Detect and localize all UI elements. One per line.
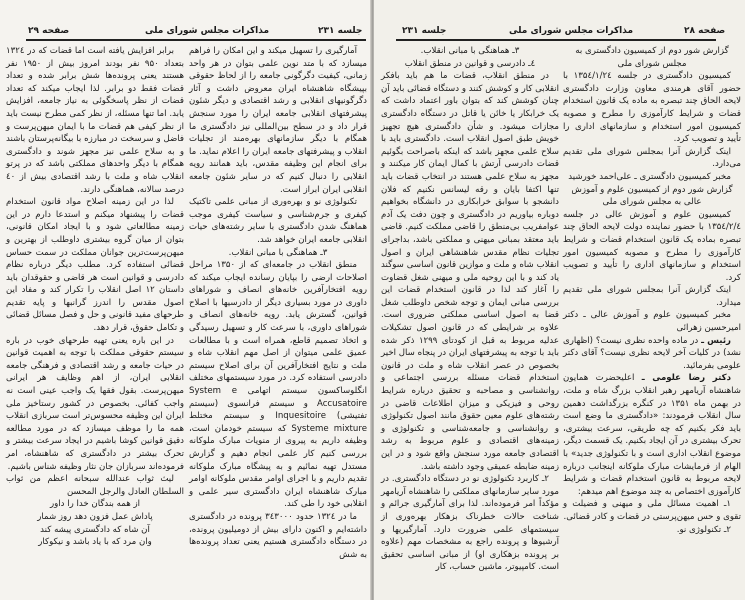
page-header bbox=[374, 26, 745, 38]
paragraph: ۲ـ کاربرد تکنولوژی نو در دستگاه دادگستری. در مورد سایر سازمانهای مملکتی را شاهنشاه آریامهر مؤکداً امر فرموده‌اند. لذا برای آمارگیری جرائم و شناخت حالات خطرناک بزهکار بهره‌وری از سیستمهای علمی ضرورت دارد. آمارگیریها و آرشیوها و پرونده راجع به مشخصات مهم (علاوه بر پرونده بزهکاری او) از مبانی اساسی تحقیق است. کامپیوتر، ماشین حساب، کار bbox=[381, 474, 559, 573]
report-heading: گزارش شور دوم از کمیسیون علوم و آموزش عالی به مجلس شورای ملی bbox=[571, 184, 733, 208]
session-number: جلسه ۲۳۱ bbox=[402, 26, 447, 36]
paragraph: لذا در این زمینه اصلاح مواد قانون استخدام قضات را پیشنهاد میکنم و استدعا دارم در این زمینه مطالعاتی شود و با ایجاد امکان قانونی، بتوان از میان گروه بیشتری داوطلب از بهترین و میهن‌پرست‌ترین جوانان مملکت در سمت حساس قضائی استفاده کرد. مطلب دیگر درباره نظام دادرسی و قوانین است هر قاضی و حقوقدان باید داستان ۱۲ اصل انقلاب را تکرار کند و مفاد این اصول مقدس را اندرز گرانبها و پایه تقدیم طرحهای مفید قانونی و حل و فصل مسائل قضائی و تکامل حقوق، قرار دهد. bbox=[6, 197, 184, 334]
paragraph: آمارگیری را تسهیل میکند و این امکان را فراهم میسازد که با متد نوین علمی بتوان در هر واحد زمانی، کیفیت دگرگونی جامعه را از لحاظ حقوقی بپیشگاه شاهنشاه ایران معروض داشت و آثار دگرگونیهای انقلابی و رشد اقتصادی و دیگر شئون پیشرفتهای انقلابی جامعه ایران را مورد سنجش قرار داد و در سطح بین‌المللی نیز دادگستری ما همگام با دیگر سازمانهای بهره‌مند از تجلیات انقلاب و پیشرفتهای جامعه ایران را اعلام نماید. ما برای انجام این وظیفه مقدس، باید همانند رویه انقلابی را دنبال کنیم که در سایر شئون جامعه انقلابی ایران ابراز است. bbox=[189, 46, 367, 195]
paragraph: اینک گزارش آنرا بمجلس شورای ملی تقدیم میدارد. bbox=[563, 285, 741, 308]
list-item: ۲ـ تکنولوژی نو. bbox=[676, 524, 731, 535]
page-number: صفحه ۲۸ bbox=[684, 26, 726, 36]
column-right bbox=[563, 45, 741, 536]
page-number: صفحه ۲۹ bbox=[28, 26, 70, 36]
speech-text: اعلیحضرت همایون شاهنشاه آریامهر رهبر انقلاب بزرگ شاه و ملت، در بهمن ماه ۱۳۵۱ در کنگره بزرگداشت دهمین سال انقلاب فرمودند: «دادگستری ما وضع است باید فکر بکنیم که چه طریقی، سرعت بیشتری، تحرک بیشتری در آن ایجاد بکنیم. یک قسمت دیگر، موضوع انقلاب اداری است و با تکنولوژی جدید» با الهام از فرمایشات مبارک ملوکانه اینجانب درباره لایحه مربوط به قانون استخدام قضات و شرایط کارآموزی اختصاص به چند موضوع اهم میدهم: bbox=[563, 373, 742, 497]
column-left bbox=[6, 45, 184, 549]
report-heading: گزارش شور دوم از کمیسیون دادگستری به مجلس شورای ملی bbox=[575, 46, 729, 69]
poem-line: وان مرد که با یاد باشد و نیکوکار bbox=[38, 537, 152, 548]
column-left bbox=[381, 45, 559, 574]
page-header bbox=[0, 26, 372, 38]
page-28 bbox=[374, 0, 745, 600]
section-heading: ۳ـ هماهنگی با مبانی انقلاب. bbox=[228, 247, 328, 258]
paragraph: در این باره یعنی تهیه طرحهای خوب در باره سیستم حقوقی مملکت با توجه به اهمیت قوانین در حیات جامعه و رشد اقتصادی و فرهنگی جامعه انقلابی ایران، از اهم وظایف هر ایرانی میهن‌پرست. بقول فقها یک واجب عینی است نه واجب کفائی. بخصوص در کشور رستاخیز ملی ایران این وظیفه محسوس‌تر است سربازی انقلاب همه ما را موظف میسازد که در مورد مطالعه دقیق قوانین کوشا باشیم در ایجاد سرعت بیشتر و تحرک بیشتر در دادگستری که شاهنشاه، امر فرموده‌اند سربازان جان نثار وظیفه شناس باشیم. bbox=[6, 335, 184, 472]
session-number: جلسه ۲۳۱ bbox=[318, 26, 363, 36]
list-item: ۳ـ هماهنگی با مبانی انقلاب. bbox=[420, 46, 520, 56]
speech bbox=[563, 372, 741, 498]
paragraph: کمیسیون علوم و آموزش عالی در جلسه ۱۳۵٤/۲/٤ با حضور نماینده دولت لایحه الحاق چند تبصره بماده یک قانون استخدام قضات و شرایط کارآموزی را مطرح و مصوبه کمیسیون امور استخدام و سازمانهای اداری را تأیید و تصویب کرد. bbox=[563, 209, 741, 283]
speaker-name: رئیس ـ bbox=[701, 335, 731, 346]
running-title: مذاکرات مجلس شورای ملی bbox=[509, 26, 634, 36]
speaker-name: دکتر رضا علومی ـ bbox=[641, 373, 731, 384]
speech bbox=[563, 335, 741, 373]
paragraph: تکنولوژی نو و بهره‌وری از مبانی علمی تاکتیک کیفری و جرم‌شناسی و سیاست کیفری موجب هماهنگ شدن دادگستری با سایر رشته‌های حیات انقلابی جامعه ایران خواهد شد. bbox=[189, 197, 367, 245]
paragraph: کمیسیون دادگستری در جلسه ۱۳۵٤/۱/۲٤ با حضور آقای هرمندی معاون وزارت دادگستری لایحه الحاق چند تبصره به ماده یک قانون استخدام قضات و شرایط کارآموزی را مطرح و مصوبه کمیسیون امور استخدام و سازمانهای اداری را تأیید و تصویب کرد. bbox=[563, 71, 741, 145]
speech-text: در ماده واحده نظری نیست؟ (اظهاری نشد) در کلیات آخر لایحه نظری نیست؟ آقای دکتر علومی بفرمائید. bbox=[563, 335, 741, 371]
column-right bbox=[189, 45, 367, 561]
paragraph: منطق انقلاب در جامعه‌ای که از ۱۳۵۰ مراحل اصلاحات ارضی را بپایان رسانده ایجاب میکند که رویه افتخارآفرین خانه‌های انصاف و شوراهای داوری در مورد بسیاری دیگر از دادرسیها با اصلاح قوانین، گسترش یابد. رویه خانه‌های انصاف و شوراهای داوری، با سرعت کار و تسهیل رسیدگی و اتخاذ تصمیم قاطع، همراه است و با مطالعات عمیق علمی میتوان از اصل مهم انقلاب شاه و ملت و نتایج افتخارآفرین آن برای اصلاح سیستم دادرسی استفاده کرد. در مورد سیستمهای مختلف انگلوساکسون سیستم اتهامی System e Accusatoire و سیستم فرانسوی (سیستم تفتیشی) Inquesitoire و سیستم مختلط Systeme mixture که سیستم خودمان است، وظیفه داریم به پیروی از منویات مبارک ملوکانه بررسی کنیم کار علمی انجام دهیم و گزارش مستدل تهیه نمائیم و به پیشگاه مبارک ملوکانه تقدیم داریم و با اجرای اوامر مقدس ملوکانه اوامر مبارک شاهنشاه ایران دادگستری سیر علمی و انقلابی خود را طی کند. bbox=[189, 260, 367, 510]
header-rule bbox=[396, 39, 716, 41]
poem-line: پاداش عمل فزون دهد روز شمار bbox=[37, 511, 153, 522]
page-29 bbox=[0, 0, 372, 600]
header-rule bbox=[26, 39, 366, 41]
list-item: ۱ـ اهمیت مسائل ملی و میهنی و فضیلت و تقوی و حس میهن‌پرستی در قضات و کادر قضائی. bbox=[563, 499, 741, 522]
paragraph: در منطق انقلاب، قضات ما هم باید بافکر انقلابی کار و کوشش کنند و دستگاه قضائی باید آن چنان کوشش کند که بتوان باور اعتماد داشت که یک خرابکار یا خائن یا قاتل در دستگاه دادگستری مجازات میشود. و شأن دادگستری هیچ تجهیز خویش طبق اصول انقلاب است. دادگستری باید با سلاح علمی مجهز باشد که اینکه باصراحت بگوئیم قضات دادرسی آرتش با کمال ایمان کار میکنند و مجهز به سلاح علمی هستند در انتخاب قضات باید تنها اکتفا بایان و رقه لیسانس نکنیم که فلان دانشجو با سوابق خرابکاری در دانشگاه بخواهیم دوباره بیاوریم در دادگستری و چون دفت یک آدم عوامفریب بی‌منطق را قاضی مملکت کنیم. قاضی باید معتقد بمبانی میهنی و مملکتی باشد، بداجرای تجلیات نظام مقدس شاهنشاهی ایران و اصول انقلاب شاه و ملت و موازین قانون اساسی سوگند یاد کند و با این روحیه ملی و میهنی شغل قضاوت را آغاز کند لذا در قانون استخدام قضات این بررسی مبانی ایمان و توجه شخص داوطلب شغل قضا به اصول اساسی مملکتی ضروری است. علاوه بر شرایطی که در قانون اصول تشکیلات عدلیه مربوط به قبل از کودتای ۱۲۹۹ ذکر شده باید با توجه به پیشرفتهای ایران در پنجاه سال اخیر بخصوص در عصر انقلاب شاه و ملت در قانون استخدام قضات مسئله بررسی اجتماعی و روانشناسی و مصاحبه و تحقیق درباره شرایط روحی و فیزیکی و میزان اطلاعات قاضی در رشته‌های علوم معین حقوق مانند اصول تکنولوژی و روانشناسی و جامعه‌شناسی و تکنولوژی و زمینه‌های اقتصادی و علوم مربوط به رشد اقتصادی جامعه مورد سنجش واقع شود و در این زمینه ضابطه عمیقی وجود داشته باشد. bbox=[381, 71, 559, 472]
quotation: لیث ثواب عندالله سبحانه اعظم من ثواب السلطان العادل والرجل المحسن bbox=[6, 474, 184, 497]
paragraph: ما در ۱۳۲٤ حدود ۳٤۳۰۰۰ پرونده در دادگستری داشته‌ایم و اکنون دارای بیش از دومیلیون پرونده، در دستگاه دادگستری هستیم یعنی تعداد پرونده‌ها به شش bbox=[189, 511, 367, 560]
paragraph: برابر افزایش یافته است اما قضات که در ۱۳۲٤ بتعداد ۹۵۰ نفر بودند امروز بیش از ۱۹۵۰ نفر هستند یعنی پرونده‌ها شش برابر شده و تعداد قضات فقط دو برابر. لذا ایجاب میکند که تعداد قضات از نظر پاسخگوئی به نیاز جامعه، افزایش یابد. اما تنها مسئله، از نظر کمی مطرح نیست باید از نظر کیفی هم قضات ما با ایمان میهن‌پرست و فاضل و سرسخت در مبارزه با بیگانه‌پرستان باشند و به سلاح علمی نیز مجهز شوند و دادگستری همگام با دیگر واحدهای مملکتی باشد که در پرتو انقلاب شاه و ملت با رشد اقتصادی بیش از ٤۰ درصد سالانه، هماهنگی دارند. bbox=[6, 46, 184, 195]
poem-line: از همه بندگان خدا را داور bbox=[49, 499, 141, 510]
paragraph: اینک گزارش آنرا بمجلس شورای ملی تقدیم می‌دارد. bbox=[563, 146, 741, 170]
list-item: ٤ـ دادرسی و قوانین در منطق انقلاب bbox=[404, 58, 536, 69]
signature: مخبر کمیسیون دادگستری ـ علی‌احمد خورشید bbox=[568, 171, 731, 182]
poem-line: آن شاه که دادگستری پیشه کند bbox=[40, 524, 150, 535]
running-title: مذاکرات مجلس شورای ملی bbox=[145, 26, 270, 36]
signature: مخبر کمیسیون علوم و آموزش عالی ـ دکتر امیرحسین زهرائی bbox=[563, 310, 741, 334]
